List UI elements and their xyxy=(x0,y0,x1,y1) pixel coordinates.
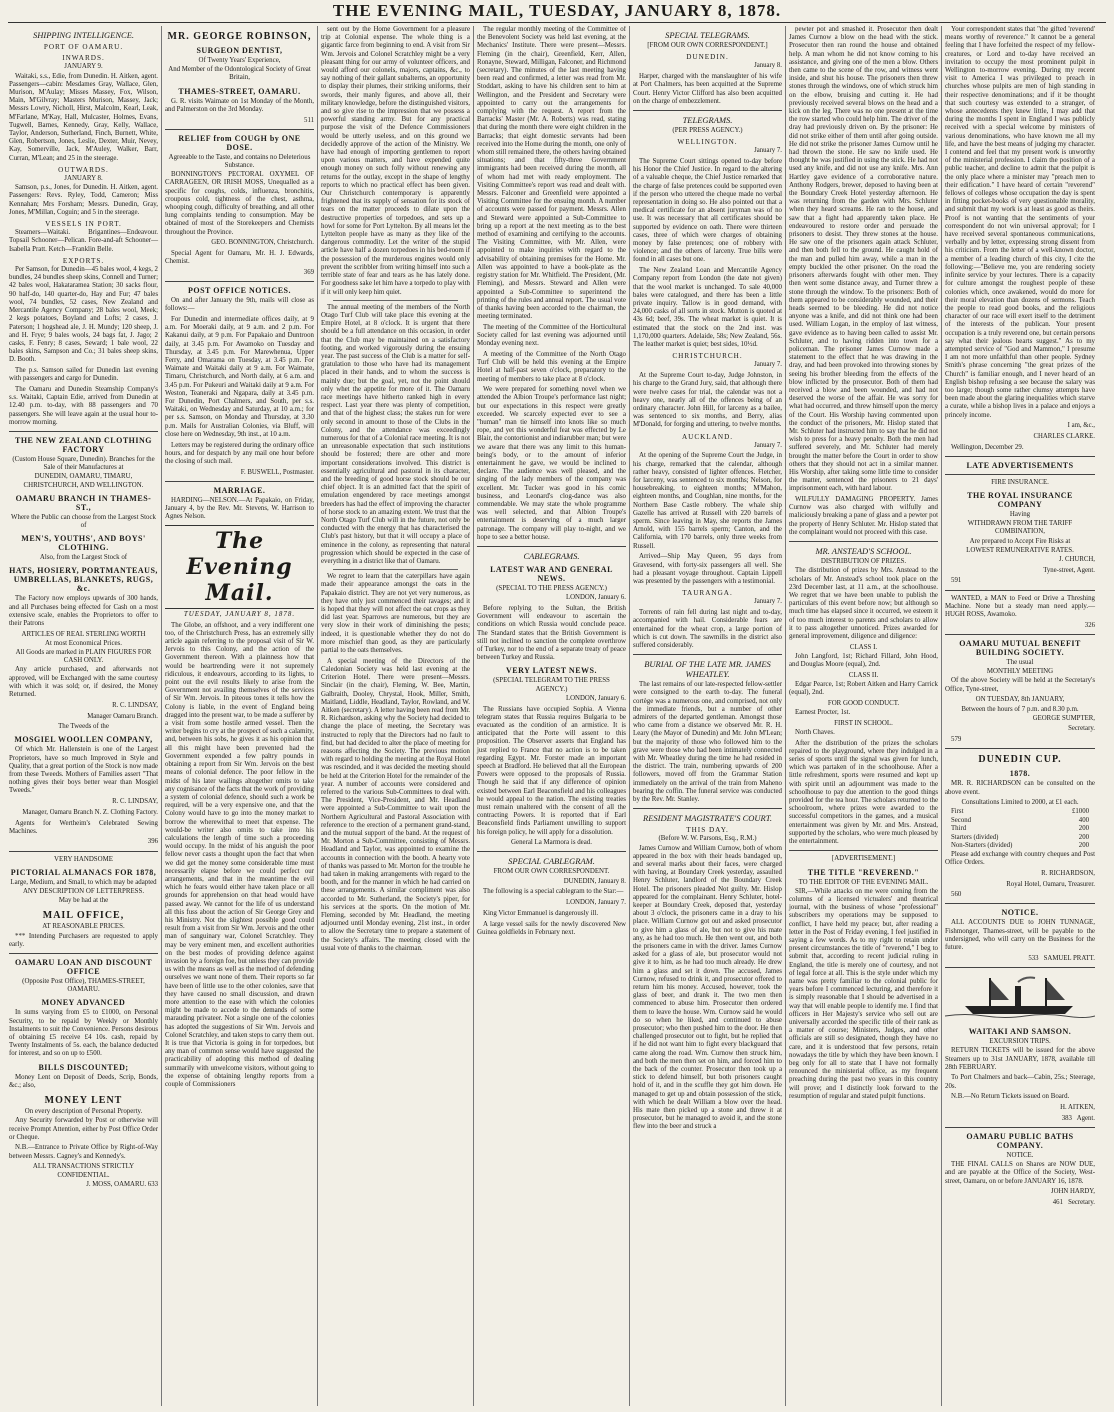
divider xyxy=(333,569,458,570)
prize-name: Non-Starters (divided) xyxy=(951,842,1013,850)
divider xyxy=(789,541,938,542)
money-text: In sums varying from £5 to £1000, on Personal Security, to be repaid by Weekly or Monthly Instalments to suit the Convenience. Persons desirous of obtaining £5 receive £4 10s. cash, repaid by Twenty Instalments of 5s. each, the balance deducted for interest, and so on up to £500. xyxy=(9,1009,158,1058)
church-name: J. CHURCH, xyxy=(1058,556,1095,564)
prize-row xyxy=(945,834,1095,843)
consultations: Consultations Limited to 2000, at £1 each. xyxy=(961,799,1079,807)
mail-office: MAIL OFFICE, xyxy=(42,910,125,922)
prize-name: Second xyxy=(951,816,972,824)
money-lent: MONEY LENT xyxy=(44,1095,123,1107)
notice-text: ALL ACCOUNTS DUE to JOHN TUNNAGE, Fishmonger, Thames-street, will be payable to the undersigned, who will carry on the Business for the future. xyxy=(945,919,1095,952)
lindsay-role-2: Manager, Oamaru Branch N. Z. Clothing Factory. xyxy=(22,808,158,816)
bills-text: Money Lent on Deposit of Deeds, Scrip, Bonds, &c.; also, xyxy=(9,1073,158,1089)
accept: Are prepared to Accept Fire Risks at xyxy=(969,537,1071,545)
sumpter: GEORGE SUMPTER, xyxy=(1032,714,1095,722)
factory-text: The Factory now employs upwards of 300 hands, and all Purchases being effected for Cash on a most extensive scale, enables the Proprietors to offer to their Patrons xyxy=(9,595,158,627)
first-school: FIRST IN SCHOOL. xyxy=(834,719,893,727)
agents-text: Agents for Wertheim's Celebrated Sewing Machines. xyxy=(9,819,158,835)
post-text-2: For Dunedin and intermediate offices daily, at 9 a.m. For Moeraki daily, at 9 a.m. and 2 p.m. For Kakanui daily, at 9 p.m. For Papakaio and Duntroon daily, at 3.45 p.m. For Awamoko on Tuesday and Thursday, at 3.45 p.m. For Marewhenua, Upper Ferry, and Omarama on Tuesday, at 3.45 p.m. For Waimate and Waitaki daily at 9 a.m. For Waimate, Timaru, Christchurch, and North daily, at 6 a.m. and 3.45 p.m. For Pukeuri and Waitaki daily at 9 a.m. For Weston, Teaneraki and Ngapara, daily at 3.45 p.m. For Dunedin, Port Chalmers, and South, per s.s. Waitaki, on Wednesday and Saturday, at 10 a.m.; for per s.s. Samson, on Monday and Thursday, at 3.30 p.m. Mails for Australian Colonies, via Bluff, will close here on Wednesday, 9th inst., at 10 a.m. xyxy=(165,315,314,438)
divider xyxy=(789,850,938,851)
between: Between the hours of 7 p.m. and 8.30 p.m. xyxy=(961,705,1079,713)
cable-text-4: King Victor Emmanuel is dangerously ill. xyxy=(483,909,599,917)
branch-text: Where the Public can choose from the Largest Stock of xyxy=(11,513,156,529)
royal-title: THE ROYAL INSURANCE COMPANY xyxy=(967,491,1073,510)
port-heading: PORT OF OAMARU. xyxy=(43,43,124,51)
also-text: Also, from the Largest Stock of xyxy=(39,554,128,562)
sig-name: CHARLES CLARKE. xyxy=(1033,432,1095,440)
meeting-text: Of the above Society will be held at the Secretary's Office, Tyne-street, xyxy=(945,677,1095,693)
to-editor: TO THE EDITOR OF THE EVENING MAIL. xyxy=(798,878,929,886)
cable-text-1: Before replying to the Sultan, the British Government will endeavour to ascertain the conditions on which Russia would conclude peace. The Standard states that the British Government is still not inclined to sanction the complete overthrow of Turkey, nor to the end of a separate treaty of peace between Turkey and Russia. xyxy=(477,605,626,662)
marriage-title: MARRIAGE. xyxy=(213,485,266,495)
postmaster: F. BUSWELL, Postmaster. xyxy=(240,468,314,476)
prize-name: Third xyxy=(951,825,967,833)
divider xyxy=(165,281,314,282)
col4-text-3: A meeting of the Committee of the North Otago Turf Club will be held this evening at the Empire Hotel at half-past seven o'clock, preparatory to the meeting of members to take place at 8 o'clock. xyxy=(477,350,626,383)
plain-figures: All Goods are marked in PLAIN FIGURES FOR CASH ONLY. xyxy=(15,649,152,665)
wellington-text-2: The New Zealand Loan and Mercantile Agency Company report from London (the date not given) that the wool market is unchanged. To sale 40,000 bales were catalogued, and there has been a little private inquiry. Tallow is in good demand, with 24,000 casks of all sorts in stock. Mutton is quoted at 43s 6d; beef, 39s. The wheat market is quiet. It is estimated that the stock on the 2nd inst. was 1,170,000 quarters. Adelaide, 58s; New Zealand, 56s. The leather market is quiet; best sides, 10½d. xyxy=(633,267,782,348)
prize-amount: 200 xyxy=(1078,825,1089,833)
divider xyxy=(477,851,626,852)
oamaru-branch: OAMARU BRANCH IN THAMES-ST., xyxy=(15,493,152,512)
before: (Before W. W. Parsons, Esq., R.M.) xyxy=(658,835,757,843)
relief-title: RELIEF from COUGH by ONE DOSE. xyxy=(178,133,301,152)
column-6 xyxy=(786,26,942,1406)
notice-title: NOTICE. xyxy=(1001,908,1039,918)
wellington-heading: WELLINGTON. xyxy=(677,138,738,147)
masthead: THE EVENING MAIL, TUESDAY, JANUARY 8, 1878. xyxy=(332,1,782,20)
pictorial-title: PICTORIAL ALMANACS FOR 1878, xyxy=(10,867,157,877)
telegrams-title: TELEGRAMS. xyxy=(682,114,733,125)
columns xyxy=(6,26,1108,1406)
withdrawn: WITHDRAWN FROM THE TARIFF COMBINATION, xyxy=(967,520,1073,536)
mens-clothing: MEN'S, YOUTHS', AND BOYS' CLOTHING. xyxy=(21,534,146,553)
loan-sub: (Opposite Post Office), THAMES-STREET, OAMARU. xyxy=(22,978,145,994)
divider xyxy=(945,903,1095,904)
col3-text-1: sent out by the Home Government for a pleasure trip at Colonial expense. The whole thing is a gigantic farce from beginning to end. A visit from Sir Wm. Jervois and Colonel Scratchley might be a very pleasant thing for our army of volunteer officers, and would afford our colonels, majors, captains, &c., to say nothing of their gallant subalterns, an opportunity to display their plumes, their striking uniforms, their swords, their manly figures, and above all, their military knowledge, before the distinguished visitors, and so give rise to the impression that we possess a powerful standing army. But for any practical purpose the visit of the Defence Commissioners would be utterly useless, and on this ground we decidedly approve of the action of the Ministry. We have had enough of importing gentlemen to report upon various matters, and have expended quite enough money on such folly without renewing any returns for the outlay, except in the shape of lengthy reports to which no practical effect has been given. Our Christchurch contemporary is apparently frightened that its supply of sensation for its stock of tears on the matter proceeds to dilate upon the destructive properties of torpedoes, and sets up a howl for some for Port Lyttelton. By all means let the Lyttelton people have as many as they like of the dangerous commodity. Let the writer of the stupid article have half a dozen torpedoes in his bed-room if the possession of the murderous engines would only prevent the scribbler from writing himself into such a terrible state of fear and tears as he has lately done. For goodness sake let him have a torpedo to play with if it will only keep him quiet. xyxy=(321,26,470,296)
tauranga-heading: TAURANGA. xyxy=(682,589,733,598)
class-2-text: Edgar Pearce, 1st; Robert Aitken and Harry Carrick (equal), 2nd. xyxy=(789,680,938,697)
tuesday: ON TUESDAY, 8th JANUARY, xyxy=(975,696,1065,704)
church-num: 591 xyxy=(951,577,962,585)
col6-text-1: pewter pot and smashed it. Prosecutor then dealt James Curnow a blow on the head with the stick. Prosecutor then ran round the house and obtained help. A man whom he did not know coming to his assistance, and giving one of the men a blow. Others then came to the scene of the row, and witness went inside, and shut his house. The prisoners then threw stones through the windows, one of which struck him on the elbow, bruising and cutting it. He had previously received several blows on the head and a kick on the leg. There was no one present at the time the row started who could help him. The driver of the dray had previously driven on. By the prisoner: He did not strike either of them until after going outside. He did not strike the prisoner James Curnow until he had thrown the stone. He saw no knife used. He thought he was justified in using the stick. He had not used any knife, and did not use any knife. Mrs. Ann Hartley gave evidence of a corroborative nature. Anthony Rodgers, brewer, deposed to having been at the Boundary Creek Hotel yesterday afternoon. He was returning from the garden with Mrs. Schluter when they heard screams. He ran to the house, and saw that a fight had apparently taken place. He endeavoured to restore order and persuade the prisoners to desist. They threw stones at the house. He saw one of the prisoners again attack Schluter, and then both fell to the ground. He caught hold of the man and pulled him away, while a man in the empty buckled the other prisoner. On the road the prisoners afterwards fought with other men. They then went some distance away, and Turner threw a stone through the window. To the prisoners: Both of them appeared to be considerably wounded, and their heads seemed to be bleeding. He did not notice anyone was a knife, and did not think one had been used. William Logan, in the employ of last witness, gave evidence as to having been called to assist Mr. Schluter, and to having ridden into town for a policeman. The prisoner James Curnow made a statement to the effect that he was drawing in the dray, and had been provoked into throwing stones by seeing his brother bleeding from the effects of the blow inflicted by the prosecutor. Both of them had received a blow and been wounded, and had not deserved the worse of the affair. He was sorry for what had occurred, and threw himself upon the mercy of the Court. His Worship having commented upon the conduct of the prisoners, Mr. Hislop stated that Mr. Schluter had instructed him to say that he did not wish to press for a heavy penalty. Both the men had suffered severely, and Mr. Schluter had merely brought the matter before the Court in order to show others that they should not act in a similar manner. His Worship, after taking some little time to consider the matter, sentenced the prisoners to 21 days' imprisonment each, with hard labour. xyxy=(789,26,938,493)
divider xyxy=(945,456,1095,457)
advertisement-label: [ADVERTISEMENT.] xyxy=(831,855,896,863)
prize-row xyxy=(945,817,1095,826)
col7-text-1: Your correspondent states that "the gifted 'reverend' means worthy of reverence." It cannot be a general feeling that I have forfeited the respect of my fellow-creatures, or Lord and to-day have received an invitation to occupy the most prominent pulpit in Wellington to-morrow evening. During my recent visit to America I was privileged to preach in churches whose pulpits are men of high standing in their respective denominations; and if it be thought that such courtesy was extended to a stranger, of whose antecedents they knew little, I may add that during the months I spent in England I was publicly received with a special welcome by ministers of various denominations, who have known me all my life, and have the best means of judging my character. I contend and feel that my present work is unworthy of the ministerial profession. I claim the position of a public teacher, and decline to admit that the pulpit is the only place where a minister may "preach men to their edification." I have heard of certain "reverend" fellows of colleges whose occupation the day is spent in fitting pocket-books of very questionable morality, and submit that my work is at least as good as theirs. Proof is not wanting that the sentiments of your correspondent do not win universal approval; for I have received several spontaneous communications, verbally and by letter, expressing strong dissent from his criticism. From the letter of a well-known doctor, a member of a leading church of this city, I cite the following:—"Believe me, you are rendering society infinite service by your lectures. There is a capacity for culture amongst the roughest people of these colonies which, once awakened, would do more for their moral elevation than dozens of sermons. Teach the people to read good books, and the religious character of our race will exert itself to the detriment of the interests of the publican. Your present occupation is a truly reverend one, but certain persons say what their jealous hearts suggest." As to my attempted service of "God and Mammon," I presume I am not more unfaithful than other people. Sydney Smith's phrase concerning "the great prizes of the Church" is familiar enough, and I never heard of an English bishop refusing a see because the salary was too large; though some rather clumsy attempts have been made about the glaring inequalities which starve a curate, while a bishop lives in a palace and enjoys a princely income. xyxy=(945,26,1095,419)
hardy: JOHN HARDY, xyxy=(1050,1188,1095,1196)
wanted-num: 326 xyxy=(1084,621,1095,629)
moss-num: 633 xyxy=(147,1180,158,1188)
court-text: James Curnow and William Curnow, both of whom appeared in the box with their heads bandaged up, and several marks about their faces, were charged with having, at Boundary Creek yesterday, assaulted Henry Schluter, landlord of the Boundary Creek Hotel. The prisoners pleaded Not guilty. Mr. Hislop appeared for the complainant. Henry Schluter, hotel-keeper at Boundary Creek, deposed that, yesterday about 3 o'clock, the prisoners came in a dray to his place. William Curnow got out and asked prosecutor to give him a glass of ale, but not to give his mate any, as he had too much. He then went out, and both the prisoners came in with the driver. James Curnow asked for a glass of ale, but prosecutor would not give it to him, as he had too much already. He drew him a glass and set it down. The accused, James Curnow, refused to drink it, and prosecutor offered to return him his money. Accused, however, took the glass of beer, and drank it. The two men then commenced to abuse him. Prosecutor then ordered them to leave the house. Wm. Curnow said he would do so when he liked, and continued to abuse prosecutor; who then pushed him to the door. He then challenged prosecutor out to fight, but he replied that if he did not want him to fight every blackguard that came along the road. Wm. Curnow then struck him, and both the men then set on him, and forced him to the back of the counter. Prosecutor then took up a stick to defend himself, but both prisoners caught hold of it, and in the scuffle they got him down. He managed to get up and obtain possession of the stick, with which he dealt William a blow over the head. His mate then picked up a stone and threw it at prosecutor, but he managed to avoid it, and the stone flew into the beer and struck a xyxy=(633,844,782,1131)
christchurch-heading: CHRISTCHURCH. xyxy=(672,352,743,361)
economical: At most Economical Prices. xyxy=(45,639,122,647)
mutual-title: OAMARU MUTUAL BENEFIT BUILDING SOCIETY. xyxy=(959,639,1081,657)
column-4 xyxy=(474,26,630,1406)
moss-name: J. MOSS, OAMARU. xyxy=(86,1180,147,1188)
having: Having xyxy=(1009,511,1031,519)
special-cable-sub: FROM OUR OWN CORRESPONDENT. xyxy=(493,868,610,876)
cup-year: 1878. xyxy=(1009,769,1031,779)
london-date-2: LONDON, January 6. xyxy=(565,694,626,702)
burial-text: The last remains of our late-respected fellow-settler were consigned to the earth to-day. The funeral cortège was a numerous one, and comprised, not only the immediate friends, but a number of other admirers of the departed gentleman. Amongst those who came from a distance we observed Mr. R. H. Leary (the Mayor of Dunedin) and Mr. John M'Lean; but the majority of those who followed him to the grave were those who had been intimately connected with Mr. Wheatley during the time he had resided in the district. The train, numbering upwards of 200 followers, moved off from the Grammar Station immediately on the arrival of the train from Maheno bearing the coffin. The funeral service was conducted by the Rev. Mr. Stanley. xyxy=(633,681,782,803)
usual: The usual xyxy=(1006,659,1034,666)
letterpress: ANY DESCRIPTION OF LETTERPRESS. xyxy=(22,888,145,896)
loan-title: OAMARU LOAN AND DISCOUNT OFFICE xyxy=(14,958,153,977)
school-text: After the distribution of the prizes the scholars repaired to the playground, where they indulged in a series of sports until the signal was given for lunch, which was partaken of in the schoolhouse. After a little refreshment, sports were resumed and kept up with spirit until an adjournment was made to the schoolhouse to pay due attention to the good things provided for the tea hour. The scholars returned to the schoolroom, where prizes were awarded to the successful competitors in the games, and a musical entertainment was given by Mr. and Mrs. Anstead, supported by the scholars, who were much pleased by the entertainment. xyxy=(789,739,938,846)
richardson: R. RICHARDSON, xyxy=(1041,869,1095,877)
cablegrams-title: CABLEGRAMS. xyxy=(523,551,580,562)
column-2 xyxy=(162,26,318,1406)
steamship-illustration xyxy=(945,972,1095,1020)
bonnington-sig: GEO. BONNINGTON, Christchurch. xyxy=(211,239,314,247)
leader-1: The Globe, an offshoot, and a very indifferent one too, of the Christchurch Press, has an extremely silly article again referring to the proposal visit of Sir W. Jervois to this Colony, and the action of the Government thereon. With a plainness how that would be heartrending were it not supremely ridiculous, it endeavours, according to its lights, to point out the evil results likely to arise from the Government not availing themselves of the services of Sir Wm. Jervois. In piteous tones it tells how the Colony is liable, in the event of England being dragged into the present war, to be made a sufferer by a visit from some hostile armed vessel. Then the writer begins to cry at the prospect of such a calamity, and, between his sobs, he gives it as his opinion that all this might have been prevented had the Government expended a few paltry pounds in obtaining a report from Sir Wm. Jervois on the best means of colonial defence. The poor fellow in the midst of his later wailings altogether omits to take any cognisance of the facts that the work of providing a system of colonial defence, should such a work be required, will be a very expensive one, and that the Colony would have to go into the money market to borrow the wherewithal to meet that expense. The would-be writer also omits to take into his calculations the length of time such a proceeding would occupy. In the midst of his anguish the poor fellow never casts a thought upon the fact that when we did get the money some considerable time must necessarily elapse before we could perfect our arrangements, and that in the meantime the evil which he fears would either have taken place or all grounds for apprehension on that head would have passed away. We cannot for the life of us understand all this fuss about the action of Sir George Grey and his Ministry. Not the slightest possible good could result from a visit from Sir Wm. Jervois and the other man of sanguinary war, Colonel Scratchley. They may be very eminent men, and excellent authorities on the best modes of providing defence against invasion by a foreign foe, but unless they can provide us with the means as well as the method of defending ourselves we want none of them. Their reports so far have been of little use to the other colonies, save that they have caused no small discussion, and drawn more attention to the ease with which the colonies might be made to accede to the demands of some marauding privateer. Not a single one of the colonies has adopted the suggestions of Sir Wm. Jervois and Colonel Scratchley, and taken steps to carry them out. It is true that Victoria is going in for torpedoes, but any man of common sense would have suggested the practicability of adopting this method of dealing summarily with unwelcome visitors, without going to the expense of obtaining lengthy reports from a couple of Commissioners xyxy=(165,621,314,1089)
col4-text-2: The meeting of the Committee of the Horticultural Society called for last evening was adjourned until Monday evening next. xyxy=(477,323,626,348)
col3-text-2: The annual meeting of the members of the North Otago Turf Club will take place this evening at the Empire Hotel, at 8 o'clock. It is urgent that there should be a full attendance on this occasion, in order that the Club may be maintained on a satisfactory footing, and worked vigorously during the ensuing year. The past success of the Club is a matter for self-gratulation to those who have had its management placed in their hands, and to whom the success is mainly due; but the goal, yet, not the point should only whet the appetite for more of it. The Oamaru race meetings have hitherto ranked high in every respect. Last year there was plenty of competition, and that of the highest class; the stakes run for were only second in amount to those of the Clubs in the Colony, and the attendance was exceedingly numerous for that of a Colonial race meeting. It is not an unreasonable expectation that such institutions should be fostered; there are other and more important considerations involved. This district is essentially agricultural and pastoral in its character, and the breeding of good horse stock should be our chief object. It is an admitted fact that the spirit of emulation engendered by race meetings amongst breeders has had the effect of improving the character of horse stock to an amazing extent. We trust that the North Otago Turf Club will in the future, not only be conducted with the energy that has characterised the Club's past history, but that it will occupy a place of eminence in the colony, as representing that natural progression which should be expected in the case of everything in a district like that of Oamaru. xyxy=(321,303,470,565)
good-conduct: FOR GOOD CONDUCT. xyxy=(827,699,900,707)
all-transactions: ALL TRANSACTIONS STRICTLY CONFIDENTIAL. xyxy=(32,1163,135,1179)
anstead-sub: DISTRIBUTION OF PRIZES. xyxy=(820,558,907,566)
mosgiel-intro: The Tweeds of the xyxy=(58,723,109,731)
waitaki-samson: WAITAKI AND SAMSON. xyxy=(968,1027,1072,1037)
col3-text-4: A special meeting of the Directors of the Caledonian Society was held last evening at the Criterion Hotel. There were present—Messrs. Sinclair (in the chair), Fleming, W. Bee, Martin, Galbraith, Dooley, Chrystal, Hook, Miller, Smith, Maitland, Liddle, Headland, Taylor, Rowland, and W. Aitken (secretary). A letter having been read from Mr. R. Richardson, asking why the Society had decided to change the place of meeting, the Secretary was instructed to reply that the Directors had no fault to find, but had decided to alter the place of meeting for reasons affecting the Society. The previous motion with regard to holding the meeting at the Royal Hotel was rescinded, and it was decided the meeting should be held at the Criterion Hotel for the remainder of the year. A number of accounts were considered and referred to the various Sub-Committees to deal with. The President, Vice-President, and Mr. Headland were appointed a Sub-Committee to wait upon the Northern Agricultural and Pastoral Association with reference to the erection of a permanent grand-stand, and the mutual support of the band. At the request of Mr. Morton a Sub-Committee, consisting of Messrs. Headland and Taylor, was appointed to examine the accounts in connection with the booth. A hearty vote of thanks was passed to Mr. Morton for the trouble he had taken in making arrangements with regard to the booth, and for the manner in which he had carried on these arrangements. A similar compliment was also accorded to Mr. Sutherland, the Society's piper, for his services at the sports. On the motion of Mr. Fleming, seconded by Mr. Headland, the meeting adjourned until Monday evening, 21st inst., in order to allow the Secretary time to prepare a statement of the Society's affairs. The meeting closed with the usual vote of thanks to the chairman. xyxy=(321,657,470,952)
anstead-title: MR. ANSTEAD'S SCHOOL. xyxy=(815,546,912,557)
divider xyxy=(945,634,1095,635)
prize-amount: 200 xyxy=(1078,842,1089,850)
prize-name: Starters (divided) xyxy=(951,833,999,841)
money-lent-text: On every description of Personal Property. xyxy=(24,1108,143,1116)
divider xyxy=(945,590,1095,591)
sumpter-num: 579 xyxy=(951,736,962,744)
divider xyxy=(633,808,782,809)
nz-clothing-title: THE NEW ZEALAND CLOTHING FACTORY xyxy=(15,435,152,454)
divider xyxy=(477,546,626,547)
london-date-3: LONDON, January 7. xyxy=(565,899,626,907)
divider xyxy=(633,110,782,111)
notice-2: NOTICE. xyxy=(1006,1152,1034,1159)
special-num: 369 xyxy=(303,268,314,276)
exports-heading: EXPORTS. xyxy=(62,256,105,265)
col3-text-3: We regret to learn that the caterpillars have again made their appearance amongst the oats in the Papakaio district. They are not yet very numerous, as they have only just commenced their ravages; and it is hoped that they will not affect the oat crops as they did last year. Sparrows are numerous, but they are very slow in their work of diminishing the pests; indeed, it is questionable whether they do not do more mischief than good, as they are particularly partial to the oats themselves. xyxy=(321,573,470,655)
steamship-note: The Oamaru and Dunedin Steamship Company's s.s. Waitaki, Captain Edie, arrived from Dunedin at 12.40 p.m. to-day, with 88 passengers and 70 passengers. She will leave again at the usual hour to-morrow morning. xyxy=(9,385,158,426)
baths-title: OAMARU PUBLIC BATHS COMPANY. xyxy=(966,1132,1074,1150)
divider xyxy=(9,851,158,852)
masthead-rule xyxy=(8,22,1106,23)
prize-amount: £1000 xyxy=(1072,808,1089,816)
post-text-1: On and after January the 9th, mails will close as follows:— xyxy=(165,297,314,313)
wanted-text: WANTED, a MAN to Feed or Drive a Threshing Machine. None but a steady man need apply.—HUGH ROSS, Awamoko. xyxy=(945,594,1095,619)
prize-amount: 200 xyxy=(1078,833,1089,841)
inwards-heading: INWARDS. xyxy=(62,54,105,63)
prize-row xyxy=(945,808,1095,817)
latest-sub: (SPECIAL TO THE PRESS AGENCY.) xyxy=(496,585,607,593)
nz-clothing-sub: (Custom House Square, Dunedin). Branches for the Sale of their Manufactures at xyxy=(12,455,155,472)
divider xyxy=(333,300,458,301)
moss-signature xyxy=(9,1181,158,1189)
reverend-title: THE TITLE "REVEREND." xyxy=(807,867,920,877)
consulted: MR. R. RICHARDSON can be consulted on the above event. xyxy=(945,780,1095,796)
mosgiel-title: MOSGIEL WOOLLEN COMPANY, xyxy=(14,735,153,745)
outwards-heading: OUTWARDS. xyxy=(58,165,109,174)
press-agency: (PER PRESS AGENCY.) xyxy=(672,126,743,134)
dunedin-date: DUNEDIN, January 8. xyxy=(563,877,626,885)
cable-text-3: The following is a special cablegram to the Star:— xyxy=(483,888,624,896)
reasonable-prices: AT REASONABLE PRICES. xyxy=(42,923,125,931)
post-office-title: POST OFFICE NOTICES. xyxy=(188,286,291,296)
special-tel-sub: [FROM OUR OWN CORRESPONDENT.] xyxy=(647,42,768,49)
aitken-num: 383 xyxy=(1061,1114,1072,1122)
auckland-date: January 7. xyxy=(754,441,782,449)
sumpter-secretary: Secretary. xyxy=(1068,725,1095,733)
wellington-date: January 7. xyxy=(754,147,782,155)
hardy-secretary xyxy=(945,1199,1095,1207)
hats-line: HATS, HOSIERY, PORTMANTEAUS, UMBRELLAS, BLANKETS, RUGS, &c. xyxy=(9,566,158,594)
divider xyxy=(165,129,314,130)
dunedin-heading: DUNEDIN. xyxy=(686,53,729,62)
pratt-num: 533 xyxy=(1028,954,1039,962)
prize-amount: 400 xyxy=(1078,816,1089,824)
shipping-title: SHIPPING INTELLIGENCE. xyxy=(32,30,135,40)
bonnington-text: BONNINGTON'S PECTORAL OXYMEL OF CARRAGEEN, OR IRISH MOSS, Unequalled as a specific for coughs, colds, influenza, bronchitis, croupous cold, tightness of the chest, asthma, whooping cough, difficulty of breathing, and all other lung complaints tending to consumption. May be obtained of most of the Storekeepers and Chemists throughout the Province. xyxy=(165,171,314,236)
sig-place: Wellington, December 29. xyxy=(951,443,1024,451)
column-3 xyxy=(318,26,474,1406)
final-calls: THE FINAL CALLS on Shares are NOW DUE, and are payable at the Office of the Society, West-street, Oamaru, on or before JANUARY 16, 1878. xyxy=(945,1161,1095,1185)
evening-mail-logo: The Evening Mail. xyxy=(165,525,314,609)
special-agent: Special Agent for Oamaru, Mr. H. J. Edwards, Chemist. xyxy=(165,249,314,266)
col4-text-4: We were prepared for something novel when we attended the Albion Troupe's performance last night; but our expectations in this respect were greatly exceeded. We scarcely expected ever to see a "human" man tie himself into knots like so much rope, and yet this wonderful feat was effected by Le Blair, the contortionist and indiarubber man; but were we aware that there was any limit to this human-being's body, or to the amount of inferior entertainment he gave, we would be inclined to declare. The audience was well pleased, and the singing of the lady members of the company was excellent. Mr. Tucker was good in his comic business, and Leonard's clog-dance was also commendable. We may state the whole programme was well selected, and that Albion Troupe's entertainment is deserving of a much larger patronage. The company will play to-night, and we hope to see a better house. xyxy=(477,386,626,541)
exchange-text: Any article purchased, and afterwards not approved, will be Exchanged with the same courtesy with which it was sold; or, if desired, the Money Returned. xyxy=(9,666,158,699)
class-2: CLASS II. xyxy=(848,671,879,679)
pictorial-text: Large, Medium, and Small, to which may be adapted xyxy=(10,878,157,886)
this-day: THIS DAY. xyxy=(686,826,729,835)
divider xyxy=(945,748,1095,749)
vessels-text: Steamers—Waitaki. Brigantines—Endeavour. Topsail Schooner—Pelican. Fore-and-aft Schooner—Isabella Pratt. Ketch—Franklin Belle. xyxy=(9,229,158,253)
security-text: Any Security forwarded by Post or otherwise will receive Prompt Attention, either by Post Office Order or Cheque. xyxy=(9,1117,158,1141)
remit: Please add exchange with country cheques and Post Office Orders. xyxy=(945,850,1095,867)
cable-text-2: The Russians have occupied Sophia. A Vienna telegram states that Russia requires Bulgaria to be evacuated as the condition of an armistice. It is anticipated that the Porte will assent to this proposition. The Observer asserts that England has just replied to France that no action is to be taken regarding Egypt. Mr. Forster made an important speech at Bradford. He believed that all the European Powers were opposed to the proposals of Russia. Though he said that if any difference of opinion existed between Earl Beaconsfield and his colleagues he would appeal to the nation. The existing treaties must remain unaltered with the consent of all the contracting Powers. It is reported that if Earl Beaconsfield finds Parliament unwilling to support his foreign policy, he will apply for a dissolution. xyxy=(477,705,626,836)
lowest-rates: LOWEST REMUNERATIVE RATES. xyxy=(966,546,1074,554)
monthly-meeting: MONTHLY MEETING xyxy=(986,668,1054,676)
agent-label: Agent. xyxy=(1076,1114,1095,1122)
dunedin-cup-title: DUNEDIN CUP. xyxy=(978,754,1062,766)
tauranga-date: January 7. xyxy=(754,598,782,606)
hardy-num: 461 xyxy=(1052,1199,1063,1207)
tauranga-text: Torrents of rain fell during last night and to-day, accompanied with hail. Considerable fears are entertained for the wheat crop, a large portion of which is cut down. The sawmills in the district also suffered considerably. xyxy=(633,609,782,649)
anstead-text: The distribution of prizes by Mrs. Anstead to the scholars of Mr. Anstead's school took place on the 23rd December last, at 11 a.m., at the schoolhouse. We regret that we have been unable to publish the particulars of this event before now; but although so much time has elapsed since it occurred, we esteem it of too much interest to parents and scholars to allow it to pass altogether unnoticed. Prizes awarded for general improvement, diligence and diligence: xyxy=(789,567,938,640)
prize-name: First xyxy=(951,808,964,816)
vessels-heading: VESSELS IN PORT. xyxy=(45,220,122,229)
marriage-text: HARDING—NELSON.—At Papakaio, on Friday, January 4, by the Rev. Mr. Stevens, W. Harrison to Agnes Nelson. xyxy=(165,496,314,521)
divider xyxy=(633,654,782,655)
col4-text-1: The regular monthly meeting of the Committee of the Benevolent Society was held last evening, at the Mechanics' Institute. There were present—Messrs. Fleming (in the chair), Greenfield, Kerr, Allen, Ronayne, Steward, Milligan, Falconer, and Richmond (secretary). The minutes of the last meeting having been read and confirmed, a letter was read from Mr. Stoddart, asking to have his children sent to him at Wellington, and the President and Secretary were appointed to carry out the arrangements for complying with the request. A report from the Barracks' Master (Mr. A. Roberts) was read, stating that during the month there were eight children in the Barracks; that eight domestic servants had been received into the Home during the month, one only of whom still remained there, the others having obtained situations; and that fifty-three Government immigrants had been received during the month, all of whom had met with ready employment. The Visiting Committee's report was read and dealt with. Messrs. Falconer and Greenfield were appointed a Visiting Committee for the ensuing month. A number of accounts were passed for payment. Messrs. Allen and Steward were appointed a Sub-Committee to bring up a report at the next meeting as to the best method of examining and certifying to the accounts. The Visiting Committee, with Mr. Allen, were appointed to make inquiries with regard to the advisability of obtaining premises for the Home. Mr. Allen was appointed to have a book-plate as the registry station for Mr. Whitfield. The President, (Mr. Fleming), and Messrs. Steward and Allen were appointed a Sub-Committee to superintend the printing of the rules and annual report. The usual vote of thanks having been accorded to the chairman, the meeting terminated. xyxy=(477,26,626,321)
excursion: EXCURSION TRIPS. xyxy=(989,1038,1051,1046)
handsome: VERY HANDSOME xyxy=(54,855,113,863)
prize-list xyxy=(945,808,1095,851)
pratt-signature xyxy=(945,955,1095,963)
pratt-name: SAMUEL PRATT. xyxy=(1043,954,1095,962)
cable-text-5: A large vessel sails for the newly discovered New Guinea goldfields in February next. xyxy=(477,920,626,936)
prize-row xyxy=(945,825,1095,834)
christchurch-date: January 7. xyxy=(754,361,782,369)
dunedin-date: January 8. xyxy=(754,62,782,70)
special-cable-title: SPECIAL CABLEGRAM. xyxy=(508,856,595,867)
divider xyxy=(945,1127,1095,1128)
thames-street: THAMES-STREET, OAMARU. xyxy=(178,86,301,96)
articles: ARTICLES OF REAL STERLING WORTH xyxy=(21,630,146,638)
auckland-heading: AUCKLAND. xyxy=(681,432,734,441)
divider xyxy=(945,967,1095,968)
church-addr: Tyne-street, Agent. xyxy=(1043,566,1095,574)
marmora: General La Marmora is dead. xyxy=(511,839,592,847)
agents-num: 396 xyxy=(147,838,158,846)
lindsay-signature-2: R. C. LINDSAY, xyxy=(112,798,158,806)
robinson-title: MR. GEORGE ROBINSON, xyxy=(167,31,312,42)
auckland-text: At the opening of the Supreme Court the Judge, in his charge, remarked that the calendar, although rather heavy, consisted of lighter offences. Fletcher, for larceny, was sentenced to six months; Nelson, for housebreaking, to eighteen months; M'Mahon, eighteen months, and Coughlan, nine months, for the Northern Base Castle robbery. The whale ship Gazelle has arrived at Russell with 220 barrels of sperm. Since leaving in May, she reports the James Arnold, with 155 barrels sperm; Canton, and the California, with 170 barrels, only three weeks from Russell. xyxy=(633,452,782,550)
class-1: CLASS I. xyxy=(849,643,878,651)
sig: I am, &c., xyxy=(1067,422,1095,430)
column-5 xyxy=(630,26,786,1406)
fire-insurance: FIRE INSURANCE. xyxy=(991,478,1049,486)
richardson-num: 560 xyxy=(951,891,962,899)
intending-text: *** Intending Purchasers are requested to apply early. xyxy=(9,932,158,948)
towns: DUNEDIN, OAMARU, TIMARU, CHRISTCHURCH, AND WELLINGTON. xyxy=(23,473,144,489)
visits-num: 511 xyxy=(304,116,314,124)
dunedin-text: Harper, charged with the manslaughter of his wife at Port Chalmers, has been acquitted at the Supreme Court. Henry Victor Clifford has also been acquitted on the charge of embezzlement. xyxy=(633,73,782,105)
outwards-date: JANUARY 8. xyxy=(64,175,103,183)
divider xyxy=(165,481,314,482)
auckland-text-2: Arrived—Ship May Queen, 95 days from Gravesend, with forty-six passengers all well. She had a pleasant voyage throughout. Captain Lippell was presented by the passengers with a testimonial. xyxy=(633,553,782,585)
money-advanced: MONEY ADVANCED xyxy=(41,998,126,1008)
very-latest: VERY LATEST NEWS. xyxy=(506,666,597,676)
burial-title: BURIAL OF THE LATE MR. JAMES WHEATLEY. xyxy=(644,659,771,680)
class-1-text: John Langford, 1st; Richard Fillard, John Hood, and Douglas Moore (equal), 2nd. xyxy=(789,652,938,669)
col6-text-2: WILFULLY DAMAGING PROPERTY. James Curnow was also charged with wilfully and maliciously breaking a pane of glass and a pewter pot the property of Henry Schluter. Mr. Hislop stated that the complainant would not proceed with this case. xyxy=(789,496,938,536)
very-latest-sub: (SPECIAL TELEGRAM TO THE PRESS AGENCY.) xyxy=(493,677,610,693)
exports-text: Per Samson, for Dunedin—45 bales wool, 4 kegs, 2 bundles, 24 bundles sheep skins, Connell and Turner; 42 bales wool, Hakataramea Station; 30 sacks flour, 90 half-do, 140 quarter-do, Hay and Fur; 47 bales wool, 74 bundles, 52 cases, New Zealand and Mercantile Agency Company; 28 bales wool, Meek; 2 kegs potatoes, Boyland and Lofts; 2 cases, J. Paterson; 1 hogshead ale, J. H. Mundy; 120 sheep, J. and H. Frye; 9 bales wools, 24 bags fat, J. Jago; 2 casks, F. Fenry; 8 cases, Seward; 1 bale wool, 22 bales skins, Sampson and Co.; 31 bales sheep skins, D. Booth. xyxy=(9,266,158,364)
visits-text: G. R. visits Waimate on 1st Monday of the Month, and Palmerston on the 3rd Monday. xyxy=(165,97,314,113)
nb-text: N.B.—Entrance to Private Office by Right-of-Way between Messrs. Cagney's and Kennedy's. xyxy=(9,1144,158,1160)
richardson-addr: Royal Hotel, Oamaru, Treasurer. xyxy=(1006,880,1095,888)
christchurch-text: At the Supreme Court to-day, Judge Johnston, in his charge to the Grand Jury, said, that although there were twelve cases for trial, the calendar was not a heavy one, nearly all of the offences being of an ordinary character. John Hill, for larceny as a bailee, was sentenced to six months, and Berry, alias M'Donald, for forging and uttering, to twelve months. xyxy=(633,372,782,429)
latest-war: LATEST WAR AND GENERAL NEWS. xyxy=(490,565,613,584)
divider xyxy=(9,953,158,954)
nb-board: N.B.—No Return Tickets issued on Board. xyxy=(951,1093,1070,1101)
divider xyxy=(9,431,158,432)
aitken-agent xyxy=(945,1115,1095,1123)
agreeable: Agreeable to the Taste, and contains no Deleterious Substance. xyxy=(168,153,311,169)
port-chalmers: To Port Chalmers and back—Cabin, 25s.; Steerage, 20s. xyxy=(945,1074,1095,1090)
inwards-date: JANUARY 9. xyxy=(64,63,103,71)
prize-row xyxy=(945,842,1095,851)
logo-date: TUESDAY, JANUARY 8, 1878. xyxy=(183,610,296,619)
return-text: RETURN TICKETS will be issued for the above Steamers up to 31st JANUARY, 1878, available till 28th FEBRUARY. xyxy=(945,1047,1095,1071)
may-be-had: May be had at the xyxy=(58,897,109,905)
good-conduct-text: Earnest Procter, 1st. xyxy=(795,709,851,717)
london-date-1: LONDON, January 6. xyxy=(565,594,626,602)
member: And Member of the Odontological Society of Great Britain, xyxy=(168,66,311,82)
lindsay-signature-1: R. C. LINDSAY, xyxy=(112,701,158,709)
samson-note: The p.s. Samson sailed for Dunedin last evening with passengers and cargo for Dunedin. xyxy=(9,367,158,383)
outwards-text: Samson, p.s., Jones, for Dunedin. H. Aitken, agent. Passengers: Revs. Ryley, Todd, Cameron; Miss Kennahan; Mrs Forsham; Messrs. Dunedin, Gray, Jones, M'Millan, Coguin; and 5 in the steerage. xyxy=(9,184,158,216)
aitken: H. AITKEN, xyxy=(1060,1104,1095,1112)
mosgiel-text: Of which Mr. Hallenstein is one of the Largest Proprietors, have so much Improved in Style and Quality, that a great portion of the Stock is now made from these Tweeds. Mothers of Families assert "That nothing gives their boys better wear than Mosgiel Tweeds." xyxy=(9,746,158,795)
hardy-sec: Secretary. xyxy=(1068,1199,1095,1207)
late-adv-title: LATE ADVERTISEMENTS xyxy=(966,460,1074,470)
reverend-text: SIR,—While attacks on me were coming from the columns of a licensed victualers' and theatrical journal, with the business of whose "professional" subscribers my operations may be supposed to conflict, I have held my peace; but, after reading a letter in the Post of Friday evening, I feel justified in saying a few words. As to my right to retain under present circumstances the title of "reverend," I beg to submit that, according to recent judicial ruling in England, the title is merely one of courtesy, and not of legal force at all. This is the style under which my name was pretty familiar to the colonial public for years before I commenced lecturing, and therefore it is simply reasonable that I should be advertised in a way that will enable people to identify me. I find that officers in Her Majesty's service who sell out are universally accorded the specific title of their rank as a matter of course; Ministers, Judges, and other officials are still so designated, though they have no care, and it is understood that few persons, retain nowadays the title by which they have been known. I beg only for all to state that I have not formally renounced the ministerial office, as my frequent preaching during the past two years in this country will prove; and I distinctly look forward to the resumption of regular and stated pulpit functions. xyxy=(789,887,938,1100)
column-1 xyxy=(6,26,162,1406)
first-school-text: North Chaves. xyxy=(795,728,835,736)
wellington-text: The Supreme Court sittings opened to-day before his Honor the Chief Justice. In regard to the altering of a valuable cheque, the Chief Justice remarked that the charge of false pretences could be supported even if the person who uttered the cheque made no verbal representation in doing so. He also pointed out that a medical certificate for an absent juryman was of no use. It was necessary that all certificates should be supported by evidence on oath. There were thirteen cases, three of which were charges of obtaining money by false pretences; one of robbery with violence; and the others of larceny. True bills were found in all cases but one. xyxy=(633,158,782,264)
experience: Of Twenty Years' Experience, xyxy=(198,57,281,64)
bills-discounted: BILLS DISCOUNTED; xyxy=(38,1062,129,1072)
inwards-text: Waitaki, s.s., Edie, from Dunedin. H. Aitken, agent. Passengers—cabin: Mesdames Gray, Wallace, Glen, Murison, M'Aulay; Misses Massey, Fox, Wilson, Main, M'Gilvray; Masters Murison, Massey, Jack; Messrs Lowry, Nicholl, Hirst, Malcolm, Kearl, Leak, M'Farlane, M'Kay, Hall, Mulcaster, Holmes, Evans, Tugwell, Barnes, Kennedy, Gray, Kelly, Wallace, Taylor, Anderson, Sutherland, Finch, Burnett, White, Glen, Robertson, Jones, Leslie, Dexter, Muir, Nevey, Kay, Somerville, Jack, M'Auley, Walker, Barr, Curran, M'Lean; and 25 in the steerage. xyxy=(9,72,158,162)
column-7 xyxy=(942,26,1098,1406)
court-title: RESIDENT MAGISTRATE'S COURT. xyxy=(643,813,772,824)
post-text-3: Letters may be registered during the ordinary office hours, and for despatch by any mail one hour before the closing of such mail. xyxy=(165,441,314,465)
special-telegrams-title: SPECIAL TELEGRAMS. xyxy=(665,30,750,40)
lindsay-role-1: Manager Oamaru Branch. xyxy=(87,712,158,720)
divider xyxy=(945,474,1095,475)
surgeon-title: SURGEON DENTIST, xyxy=(196,46,283,55)
